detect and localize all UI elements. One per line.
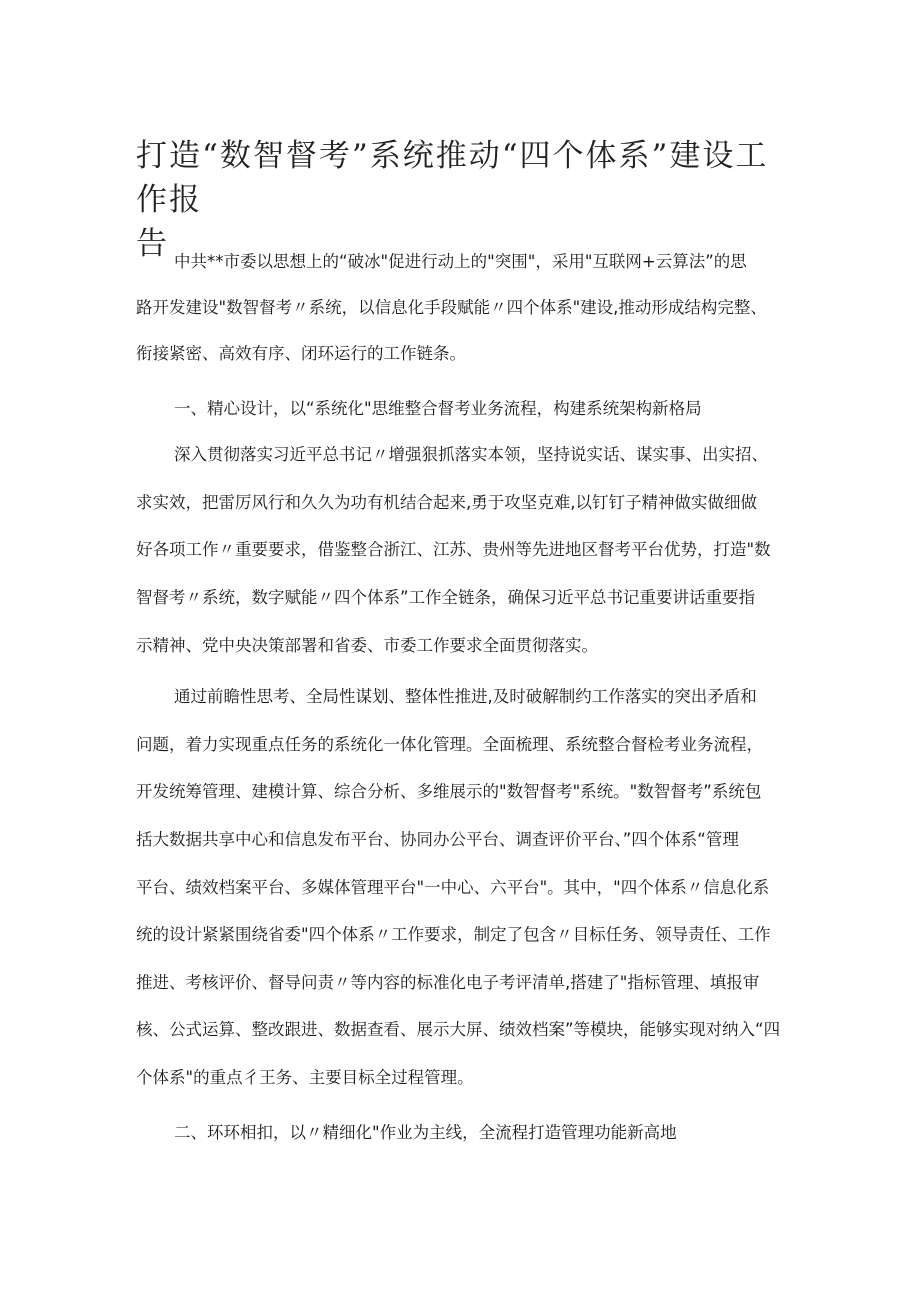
title-line-2: 告 <box>136 226 169 262</box>
section-heading: 二、环环相扣，以〃精细化"作业为主线，全流程打造管理功能新高地 <box>174 1123 677 1142</box>
paragraph-line: 中共**市委以思想上的“破冰"促进行动上的"突围"，采用"互联网+云算法”的思 <box>174 252 747 271</box>
title-line-1: 打造“数智督考”系统推动“四个体系”建设工作报 <box>136 138 769 218</box>
paragraph-line: 个体系"的重点彳王务、主要目标全过程管理。 <box>136 1068 474 1087</box>
paragraph-line: 衔接紧密、高效有序、闭环运行的工作链条。 <box>136 344 466 363</box>
paragraph-line: 括大数据共享中心和信息发布平台、协同办公平台、调查评价平台、”四个体系“管理 <box>136 830 739 849</box>
paragraph-line: 通过前瞻性思考、全局性谋划、整体性推进,及时破解制约工作落实的突出矛盾和 <box>174 687 757 706</box>
paragraph-line: 求实效，把雷厉风行和久久为功有机结合起来,勇于攻坚克难,以钉钉子精神做实做细做 <box>136 493 757 512</box>
paragraph-line: 好各项工作〃重要要求，借鉴整合浙江、江苏、贵州等先进地区督考平台优势，打造"数 <box>136 540 771 559</box>
paragraph-line: 核、公式运算、整改跟进、数据查看、展示大屏、绩效档案”等模块，能够实现对纳入“四 <box>136 1020 781 1039</box>
paragraph-line: 统的设计紧紧围绕省委"四个体系〃工作要求，制定了包含〃目标任务、领导责任、工作 <box>136 925 771 944</box>
paragraph-line: 开发统筹管理、建模计算、综合分析、多维展示的"数智督考"系统。"数智督考”系统包 <box>136 782 762 801</box>
paragraph-line: 示精神、党中央决策部署和省委、市委工作要求全面贯彻落实。 <box>136 636 598 655</box>
paragraph-line: 深入贯彻落实习近平总书记〃增强狠抓落实本领，坚持说实话、谋实事、出实招、 <box>174 445 768 464</box>
document-title <box>136 134 796 266</box>
paragraph-line: 平台、绩效档案平台、多媒体管理平台"一中心、六平台"。其中，"四个体系〃信息化系 <box>136 878 770 897</box>
paragraph-line: 推进、考核评价、督导问责〃等内容的标准化电子考评清单,搭建了"指标管理、填报审 <box>136 973 760 992</box>
paragraph-line: 问题，着力实现重点任务的系统化一体化管理。全面梳理、系统整合督检考业务流程， <box>136 735 763 754</box>
paragraph-line: 智督考〃系统，数字赋能〃四个体系”工作全链条，确保习近平总书记重要讲话重要指 <box>136 588 756 607</box>
section-heading: 一、精心设计，以“系统化"思维整合督考业务流程，构建系统架构新格局 <box>174 399 702 418</box>
paragraph-line: 路开发建设"数智督考〃系统，以信息化手段赋能〃四个体系"建设,推动形成结构完整、 <box>136 298 767 317</box>
